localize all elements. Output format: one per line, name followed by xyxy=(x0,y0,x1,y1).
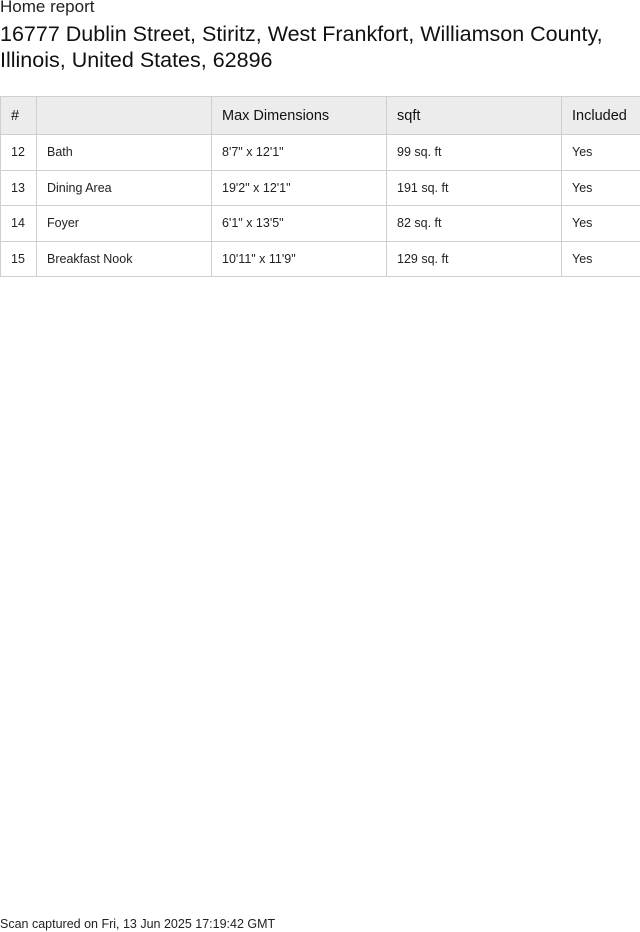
scan-timestamp: Scan captured on Fri, 13 Jun 2025 17:19:42 GMT xyxy=(0,917,276,931)
cell-number: 12 xyxy=(1,135,37,171)
cell-sqft: 129 sq. ft xyxy=(387,241,562,277)
cell-dimensions: 6'1" x 13'5" xyxy=(212,206,387,242)
table-header-row xyxy=(1,97,640,135)
page-title: 16777 Dublin Street, Stiritz, West Frankfort, Williamson County, Illinois, United States, 62896 xyxy=(0,22,603,72)
cell-sqft: 191 sq. ft xyxy=(387,170,562,206)
rooms-table xyxy=(0,96,640,277)
report-label: Home report xyxy=(0,0,95,16)
cell-included: Yes xyxy=(562,206,640,242)
table-row xyxy=(1,170,640,206)
column-header-max-dimensions: Max Dimensions xyxy=(212,97,387,135)
cell-room: Dining Area xyxy=(37,170,212,206)
cell-included: Yes xyxy=(562,241,640,277)
column-header-number: # xyxy=(1,97,37,135)
column-header-included: Included xyxy=(562,97,640,135)
cell-sqft: 82 sq. ft xyxy=(387,206,562,242)
cell-room: Foyer xyxy=(37,206,212,242)
cell-number: 14 xyxy=(1,206,37,242)
cell-room: Breakfast Nook xyxy=(37,241,212,277)
cell-number: 15 xyxy=(1,241,37,277)
cell-number: 13 xyxy=(1,170,37,206)
cell-dimensions: 8'7" x 12'1" xyxy=(212,135,387,171)
cell-dimensions: 10'11" x 11'9" xyxy=(212,241,387,277)
cell-dimensions: 19'2" x 12'1" xyxy=(212,170,387,206)
cell-room: Bath xyxy=(37,135,212,171)
cell-included: Yes xyxy=(562,135,640,171)
column-header-sqft: sqft xyxy=(387,97,562,135)
table-row xyxy=(1,241,640,277)
column-header-room xyxy=(37,97,212,135)
table-row xyxy=(1,135,640,171)
cell-sqft: 99 sq. ft xyxy=(387,135,562,171)
table-row xyxy=(1,206,640,242)
cell-included: Yes xyxy=(562,170,640,206)
